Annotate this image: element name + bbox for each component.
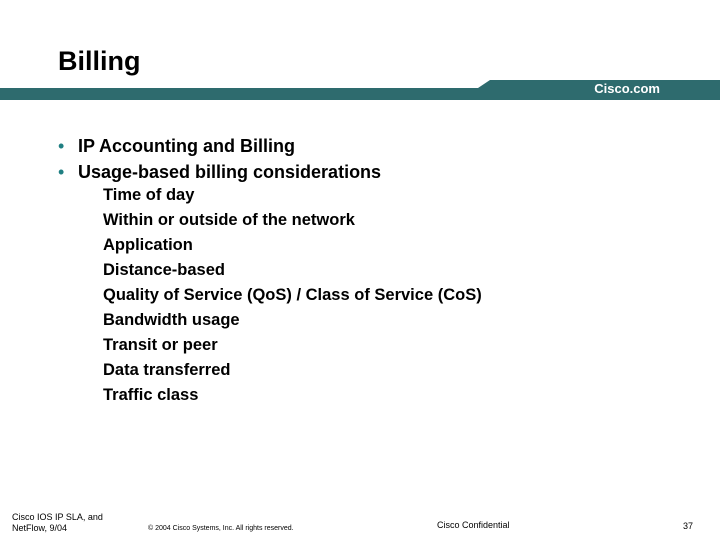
bullet-text: Usage-based billing considerations — [78, 162, 382, 182]
sub-item: Distance-based — [103, 261, 225, 279]
sub-item: Bandwidth usage — [103, 311, 240, 329]
brand-label: Cisco.com — [594, 81, 660, 96]
bullet-marker: • — [58, 162, 65, 182]
bullet-item — [58, 159, 381, 185]
sub-item: Data transferred — [103, 361, 231, 379]
sub-item: Application — [103, 236, 193, 254]
sub-item: Quality of Service (QoS) / Class of Service (CoS) — [103, 286, 482, 304]
page-number: 37 — [683, 521, 694, 531]
sub-item: Within or outside of the network — [103, 211, 355, 229]
sub-item: Time of day — [103, 186, 195, 204]
footer-copyright: © 2004 Cisco Systems, Inc. All rights reserved. — [148, 525, 294, 532]
sub-item: Traffic class — [103, 386, 199, 404]
footer-confidential: Cisco Confidential — [437, 520, 510, 530]
bullet-list — [58, 133, 381, 185]
sub-item: Transit or peer — [103, 336, 218, 354]
footer-title-line1: Cisco IOS IP SLA, and — [12, 512, 103, 522]
bullet-marker: • — [58, 136, 65, 156]
footer-title-line2: NetFlow, 9/04 — [12, 523, 68, 533]
bullet-text: IP Accounting and Billing — [78, 136, 296, 156]
sub-list — [103, 183, 482, 408]
bullet-item — [58, 133, 381, 159]
footer-presentation-title — [12, 512, 103, 534]
slide-title: Billing — [58, 46, 141, 76]
